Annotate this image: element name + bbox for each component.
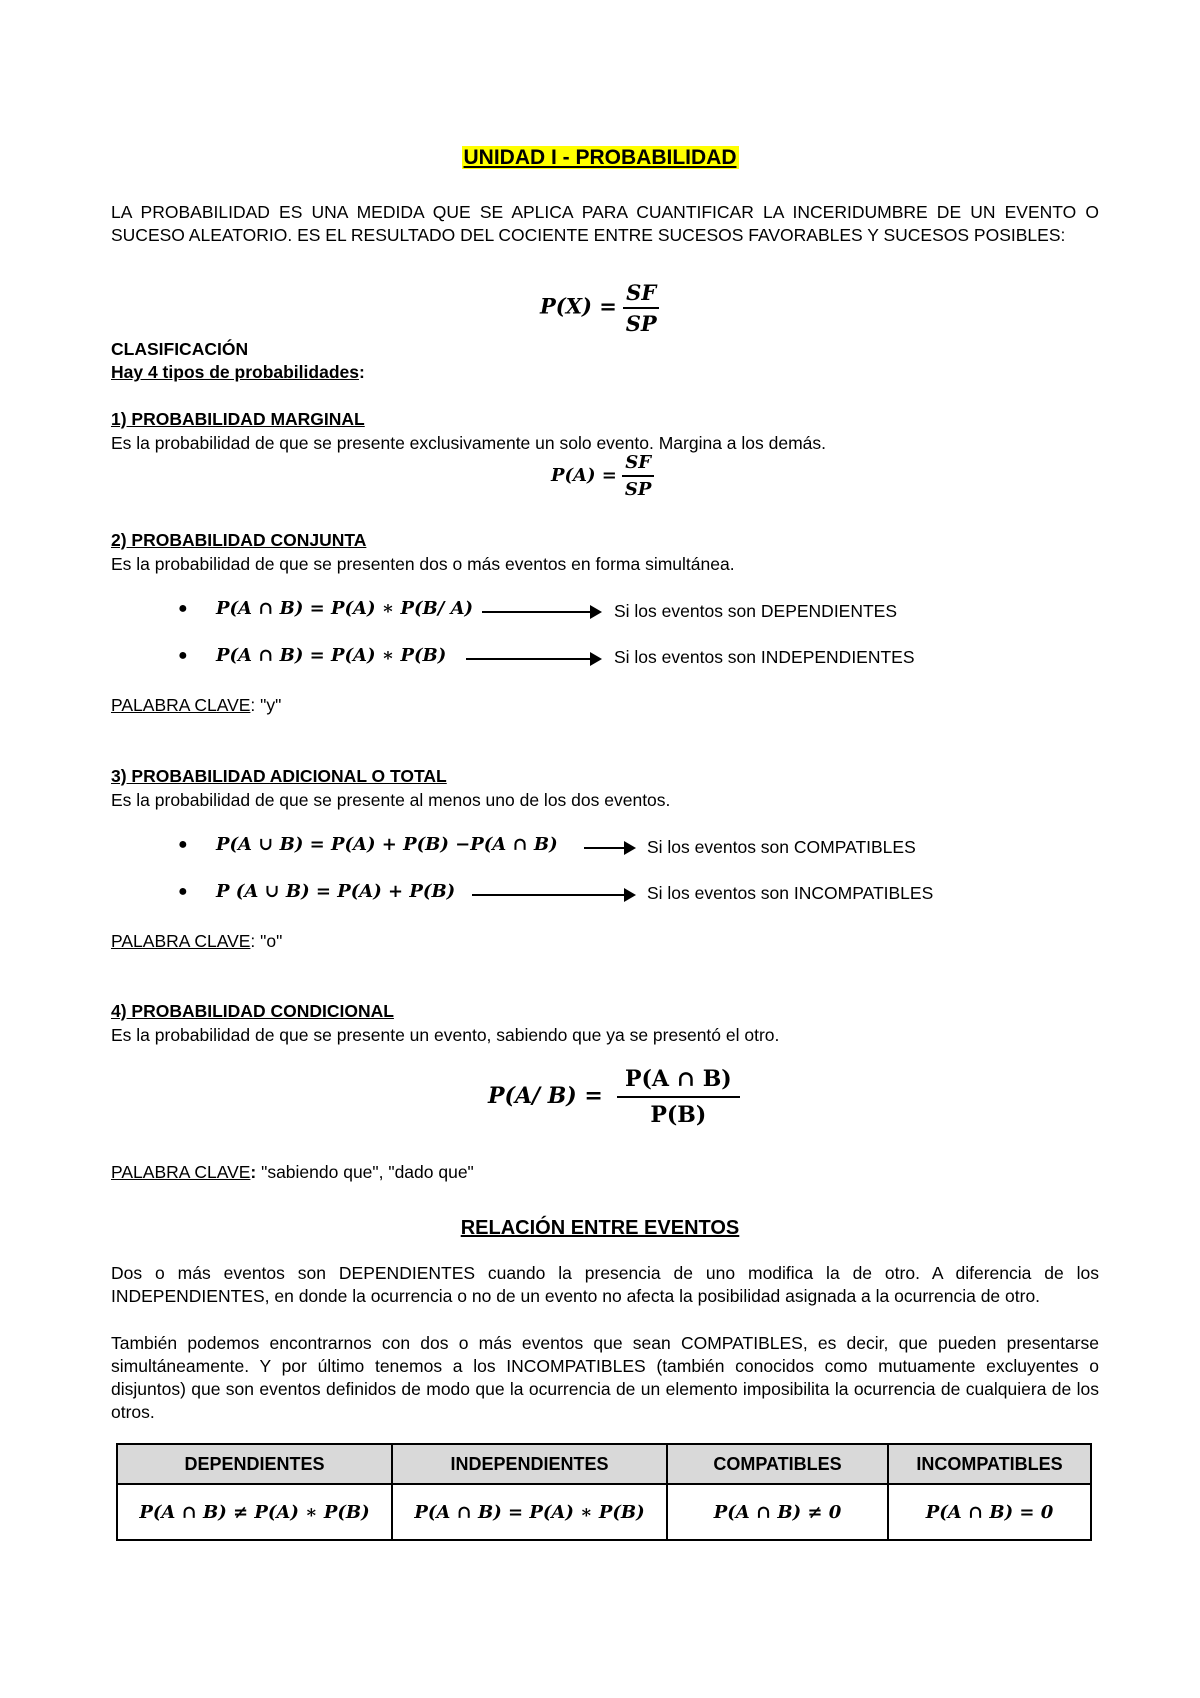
section4-palabra-clave [111, 1161, 474, 1184]
section1-formula-numerator: SF [622, 452, 654, 477]
relacion-paragraph-2: También podemos encontrarnos con dos o más eventos que sean COMPATIBLES, es decir, que pueden presentarse simultáneamente. Y por último tenemos a los INCOMPATIBLES (también conocidos como mutuamente excluyentes o disjuntos) que son eventos definidos de modo que la ocurrencia de un elemento imposibilita la ocurrencia de cualquiera de los otros. [111, 1333, 1099, 1422]
section1-formula-denominator: SP [624, 479, 652, 500]
bullet-icon: ● [178, 836, 188, 853]
total-formula-compatibles: P(A ∪ B) = P(A) + P(B) −P(A ∩ B) [216, 834, 558, 855]
title-text: UNIDAD I - PROBABILIDAD [463, 146, 737, 169]
table-cell: P(A ∩ B) = P(A) ∗ P(B) [392, 1484, 667, 1540]
main-formula-denominator: SP [625, 311, 657, 336]
section2-description: Es la probabilidad de que se presenten dos o más eventos en forma simultánea. [111, 554, 735, 574]
relacion-heading: RELACIÓN ENTRE EVENTOS [460, 1217, 740, 1239]
palabra-clave-label: PALABRA CLAVE [111, 695, 251, 715]
main-formula-lhs: P(X) = [540, 293, 617, 319]
section1-formula-lhs: P(A) = [551, 464, 617, 486]
conjunta-note-dependientes: Si los eventos son DEPENDIENTES [614, 601, 898, 621]
tipos-colon: : [358, 362, 365, 382]
table-cell: P(A ∩ B) ≠ 0 [667, 1484, 888, 1540]
arrow-icon [466, 658, 600, 660]
section1-heading: 1) PROBABILIDAD MARGINAL [111, 409, 365, 429]
section2-heading: 2) PROBABILIDAD CONJUNTA [111, 530, 367, 550]
main-formula-numerator: SF [623, 280, 659, 309]
total-formula-incompatibles: P (A ∪ B) = P(A) + P(B) [216, 881, 456, 902]
tipos-text: Hay 4 tipos de probabilidades [111, 362, 359, 382]
section4-description: Es la probabilidad de que se presente un evento, sabiendo que ya se presentó el otro. [111, 1025, 780, 1045]
arrow-icon [472, 894, 634, 896]
table-header-row [117, 1444, 1091, 1484]
table-cell: P(A ∩ B) ≠ P(A) ∗ P(B) [117, 1484, 392, 1540]
clasificacion-heading: CLASIFICACIÓN [111, 339, 249, 359]
table-cell: P(A ∩ B) = 0 [888, 1484, 1091, 1540]
arrow-icon [482, 611, 600, 613]
section3-palabra-clave [111, 930, 282, 953]
table-header-cell: COMPATIBLES [667, 1444, 888, 1484]
relacion-paragraph-1: Dos o más eventos son DEPENDIENTES cuando la presencia de uno modifica la de otro. A diferencia de los INDEPENDIENTES, en donde la ocurrencia o no de un evento no afecta la posibilidad asignada a la ocurrencia de otro. [111, 1263, 1099, 1306]
page-title [0, 146, 1200, 170]
total-note-incompatibles: Si los eventos son INCOMPATIBLES [647, 883, 934, 903]
section1-formula-fraction [622, 452, 655, 500]
bullet-icon: ● [178, 647, 188, 664]
tipos-line [111, 361, 365, 384]
arrow-icon [584, 847, 634, 849]
conjunta-note-independientes: Si los eventos son INDEPENDIENTES [614, 647, 915, 667]
section4-formula [488, 1066, 740, 1128]
palabra-clave-label: PALABRA CLAVE [111, 931, 251, 951]
conjunta-formula-dependientes: P(A ∩ B) = P(A) ∗ P(B/ A) [216, 598, 474, 619]
section4-formula-denominator: P(B) [650, 1102, 707, 1128]
palabra-clave-value: : "o" [250, 931, 283, 951]
main-formula-fraction [623, 280, 660, 336]
main-formula [540, 280, 660, 336]
bullet-icon: ● [178, 883, 188, 900]
table-header-cell: INCOMPATIBLES [888, 1444, 1091, 1484]
table-header-cell: INDEPENDIENTES [392, 1444, 667, 1484]
table-row [117, 1484, 1091, 1540]
section4-heading: 4) PROBABILIDAD CONDICIONAL [111, 1001, 394, 1021]
section1-formula [551, 452, 654, 500]
relacion-table [116, 1443, 1092, 1541]
palabra-clave-colon: : [250, 1162, 257, 1182]
section2-palabra-clave [111, 694, 281, 717]
palabra-clave-value: "sabiendo que", "dado que" [256, 1162, 474, 1182]
section4-formula-lhs: P(A/ B) = [488, 1082, 603, 1109]
section4-formula-numerator: P(A ∩ B) [617, 1066, 740, 1098]
section3-heading: 3) PROBABILIDAD ADICIONAL O TOTAL [111, 766, 447, 786]
conjunta-formula-independientes: P(A ∩ B) = P(A) ∗ P(B) [216, 645, 447, 666]
section3-description: Es la probabilidad de que se presente al menos uno de los dos eventos. [111, 790, 671, 810]
palabra-clave-label: PALABRA CLAVE [111, 1162, 251, 1182]
table-header-cell: DEPENDIENTES [117, 1444, 392, 1484]
intro-paragraph: LA PROBABILIDAD ES UNA MEDIDA QUE SE APLICA PARA CUANTIFICAR LA INCERIDUMBRE DE UN EVENTO O SUCESO ALEATORIO. ES EL RESULTADO DEL COCIENTE ENTRE SUCESOS FAVORABLES Y SUCESOS POSIBLES: [111, 202, 1099, 245]
bullet-icon: ● [178, 600, 188, 617]
section1-description: Es la probabilidad de que se presente exclusivamente un solo evento. Margina a los demás. [111, 433, 827, 453]
section4-formula-fraction [617, 1066, 740, 1128]
total-note-compatibles: Si los eventos son COMPATIBLES [647, 837, 916, 857]
palabra-clave-value: : "y" [250, 695, 282, 715]
